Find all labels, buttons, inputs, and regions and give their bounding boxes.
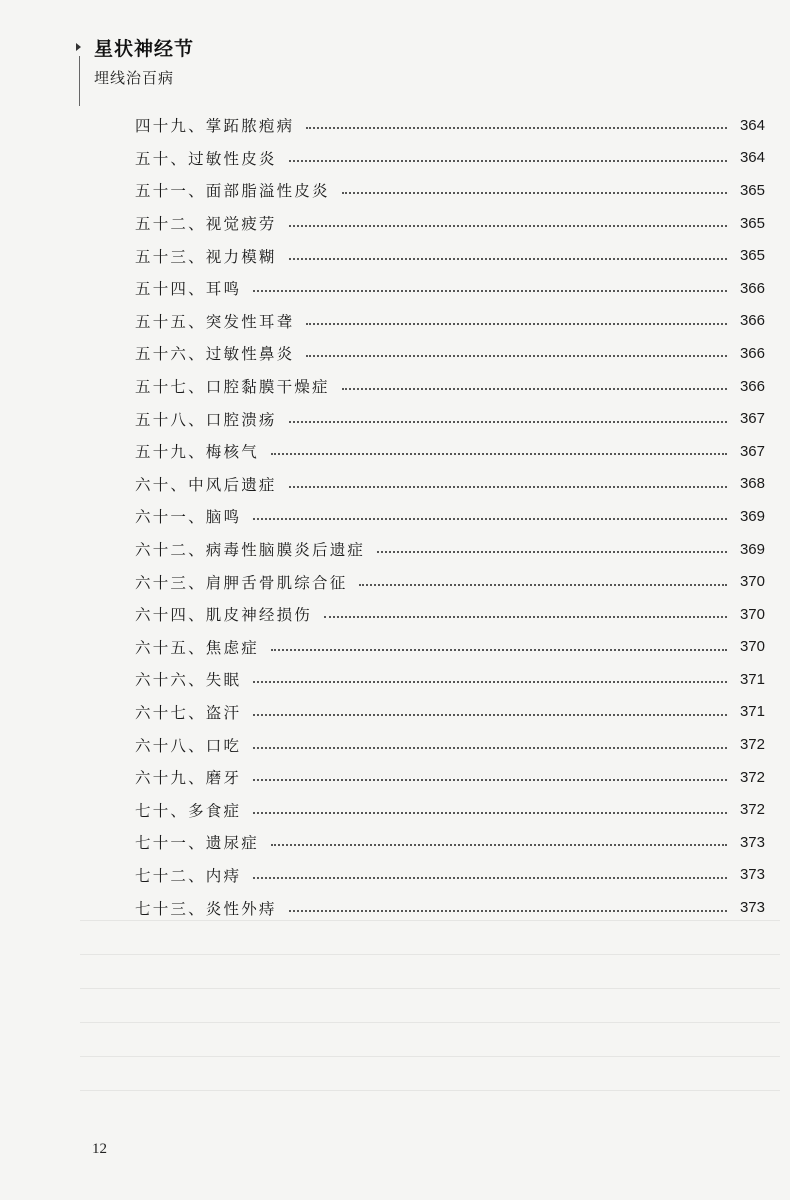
running-header xyxy=(82,34,194,88)
toc-entry-page: 366 xyxy=(739,377,765,395)
toc-entry-page: 373 xyxy=(739,866,765,884)
toc-entry-title: 六十七、盗汗 xyxy=(135,703,242,722)
toc-entry-title: 七十、多食症 xyxy=(135,801,242,820)
toc-entry-page: 368 xyxy=(739,475,765,493)
toc-entry-title: 六十二、病毒性脑膜炎后遗症 xyxy=(135,541,366,560)
toc-entry-title: 五十二、视觉疲劳 xyxy=(135,215,277,234)
dot-leader xyxy=(306,127,727,129)
dot-leader xyxy=(289,910,727,912)
book-title: 星状神经节 xyxy=(94,38,195,60)
toc-entry[interactable] xyxy=(135,663,765,696)
toc-entry[interactable] xyxy=(135,468,765,501)
toc-entry[interactable] xyxy=(135,728,765,761)
page-number: 12 xyxy=(92,1141,107,1157)
toc-entry[interactable] xyxy=(135,337,765,370)
toc-entry[interactable] xyxy=(135,500,765,533)
toc-entry[interactable] xyxy=(135,761,765,794)
toc-entry-title: 七十一、遗尿症 xyxy=(135,834,259,853)
toc-entry-page: 372 xyxy=(739,736,765,754)
toc-entry-title: 六十六、失眠 xyxy=(135,671,242,690)
toc-entry-title: 五十五、突发性耳聋 xyxy=(135,312,295,331)
toc-entry-title: 五十六、过敏性鼻炎 xyxy=(135,345,295,364)
toc-entry-page: 365 xyxy=(739,181,765,199)
dot-leader xyxy=(289,486,727,488)
toc-entry-title: 七十二、内痔 xyxy=(135,866,242,885)
toc-entry-page: 373 xyxy=(739,833,765,851)
toc-entry-page: 370 xyxy=(739,605,765,623)
toc-entry-title: 六十九、磨牙 xyxy=(135,769,242,788)
dot-leader xyxy=(306,323,727,325)
dot-leader xyxy=(253,877,727,879)
dot-leader xyxy=(253,779,727,781)
dot-leader xyxy=(253,518,727,520)
toc-entry-page: 366 xyxy=(739,279,765,297)
toc-entry[interactable] xyxy=(135,370,765,403)
dot-leader xyxy=(306,355,727,357)
toc-entry[interactable] xyxy=(135,793,765,826)
toc-entry-page: 364 xyxy=(739,149,765,167)
toc-entry-page: 369 xyxy=(739,507,765,525)
toc-entry[interactable] xyxy=(135,272,765,305)
table-of-contents xyxy=(135,109,765,924)
toc-entry-page: 369 xyxy=(739,540,765,558)
toc-entry[interactable] xyxy=(135,696,765,729)
dot-leader xyxy=(342,388,727,390)
toc-entry-page: 367 xyxy=(739,410,765,428)
toc-entry[interactable] xyxy=(135,533,765,566)
toc-entry-page: 370 xyxy=(739,573,765,591)
toc-entry[interactable] xyxy=(135,631,765,664)
toc-entry[interactable] xyxy=(135,109,765,142)
toc-entry-page: 371 xyxy=(739,670,765,688)
toc-entry[interactable] xyxy=(135,239,765,272)
header-rule xyxy=(79,56,80,106)
toc-entry-page: 365 xyxy=(739,247,765,265)
toc-entry-title: 五十四、耳鸣 xyxy=(135,280,242,299)
toc-entry-title: 五十一、面部脂溢性皮炎 xyxy=(135,182,330,201)
dot-leader xyxy=(253,681,727,683)
toc-entry-page: 364 xyxy=(739,116,765,134)
dot-leader xyxy=(253,290,727,292)
toc-entry[interactable] xyxy=(135,305,765,338)
dot-leader xyxy=(271,649,727,651)
toc-entry[interactable] xyxy=(135,891,765,924)
toc-entry[interactable] xyxy=(135,402,765,435)
dot-leader xyxy=(271,453,727,455)
toc-entry[interactable] xyxy=(135,207,765,240)
toc-entry-title: 五十三、视力模糊 xyxy=(135,247,277,266)
toc-entry-page: 370 xyxy=(739,638,765,656)
toc-entry-title: 六十、中风后遗症 xyxy=(135,475,277,494)
toc-entry-title: 六十四、肌皮神经损伤 xyxy=(135,606,313,625)
triangle-marker-icon xyxy=(76,43,81,51)
toc-entry-title: 六十八、口吃 xyxy=(135,736,242,755)
dot-leader xyxy=(289,421,727,423)
bleed-through-lines xyxy=(80,920,780,1140)
toc-entry-page: 367 xyxy=(739,442,765,460)
toc-entry[interactable] xyxy=(135,142,765,175)
dot-leader xyxy=(289,225,727,227)
toc-entry-title: 五十九、梅核气 xyxy=(135,443,259,462)
toc-entry-page: 372 xyxy=(739,801,765,819)
dot-leader xyxy=(359,584,727,586)
toc-entry-title: 六十一、脑鸣 xyxy=(135,508,242,527)
book-subtitle: 埋线治百病 xyxy=(94,69,175,87)
dot-leader xyxy=(342,192,727,194)
dot-leader xyxy=(289,160,727,162)
toc-entry-title: 四十九、掌跖脓疱病 xyxy=(135,117,295,136)
toc-entry-title: 五十七、口腔黏膜干燥症 xyxy=(135,378,330,397)
toc-entry-page: 366 xyxy=(739,312,765,330)
dot-leader xyxy=(253,812,727,814)
toc-entry[interactable] xyxy=(135,174,765,207)
toc-entry[interactable] xyxy=(135,598,765,631)
toc-entry[interactable] xyxy=(135,859,765,892)
toc-entry-title: 七十三、炎性外痔 xyxy=(135,899,277,918)
toc-entry-page: 365 xyxy=(739,214,765,232)
toc-entry[interactable] xyxy=(135,435,765,468)
dot-leader xyxy=(289,258,727,260)
toc-entry-title: 六十三、肩胛舌骨肌综合征 xyxy=(135,573,348,592)
dot-leader xyxy=(377,551,727,553)
toc-entry[interactable] xyxy=(135,565,765,598)
toc-entry-page: 373 xyxy=(739,899,765,917)
toc-entry-title: 五十八、口腔溃疡 xyxy=(135,410,277,429)
dot-leader xyxy=(253,714,727,716)
toc-entry-page: 366 xyxy=(739,344,765,362)
toc-entry-title: 五十、过敏性皮炎 xyxy=(135,149,277,168)
dot-leader xyxy=(253,747,727,749)
toc-entry-page: 372 xyxy=(739,768,765,786)
toc-entry-page: 371 xyxy=(739,703,765,721)
toc-entry[interactable] xyxy=(135,826,765,859)
toc-entry-title: 六十五、焦虑症 xyxy=(135,638,259,657)
dot-leader xyxy=(271,844,727,846)
dot-leader xyxy=(324,616,727,618)
